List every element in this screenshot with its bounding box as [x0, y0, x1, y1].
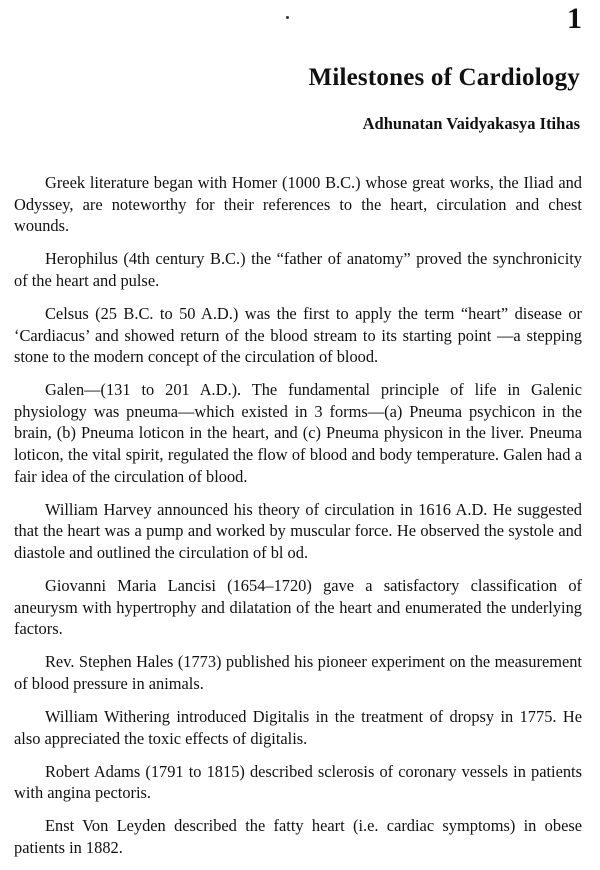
chapter-title: Milestones of Cardiology — [308, 64, 580, 91]
body-text — [14, 172, 582, 870]
paragraph-homer: Greek literature began with Homer (1000 B.C.) whose great works, the Iliad and Odyssey, are noteworthy for their references to the heart, circulation and chest wounds. — [14, 173, 582, 236]
paragraph-celsus: Celsus (25 B.C. to 50 A.D.) was the first to apply the term “heart” disease or ‘Cardiacus’ and showed return of the blood stream to its starting point —a stepping stone to the modern concept of the circulation of blood. — [14, 303, 582, 367]
print-speck — [286, 16, 289, 19]
paragraph-lancisi: Giovanni Maria Lancisi (1654–1720) gave a satisfactory classification of aneurysm with hypertrophy and dilatation of the heart and enumerated the underlying factors. — [14, 576, 582, 639]
paragraph-harvey: William Harvey announced his theory of circulation in 1616 A.D. He suggested that the heart was a pump and worked by muscular force. He observed the systole and diastole and outlined the circulation of bl od. — [14, 499, 582, 562]
paragraph-withering: William Withering introduced Digitalis in the treatment of dropsy in 1775. He also appreciated the toxic effects of digitalis. — [14, 706, 582, 748]
paragraph-adams: Robert Adams (1791 to 1815) described sclerosis of coronary vessels in patients with angina pectoris. — [14, 761, 582, 803]
paragraph-herophilus: Herophilus (4th century B.C.) the “father of anatomy” proved the synchronicity of the heart and pulse. — [14, 249, 582, 290]
chapter-number: 1 — [567, 2, 582, 35]
chapter-subtitle: Adhunatan Vaidyakasya Itihas — [362, 114, 580, 133]
paragraph-leyden: Enst Von Leyden described the fatty heart (i.e. cardiac symptoms) in obese patients in 1882. — [14, 816, 582, 857]
paragraph-galen: Galen—(131 to 201 A.D.). The fundamental principle of life in Galenic physiology was pneuma—which existed in 3 forms—(a) Pneuma psychicon in the brain, (b) Pneuma loticon in the heart, and (c) Pneuma physicon in the liver. Pneuma loticon, the vital spirit, regulated the flow of blood and body temperature. Galen had a fair idea of the circulation of blood. — [14, 380, 582, 486]
paragraph-hales: Rev. Stephen Hales (1773) published his pioneer experiment on the measurement of blood pressure in animals. — [14, 652, 582, 693]
